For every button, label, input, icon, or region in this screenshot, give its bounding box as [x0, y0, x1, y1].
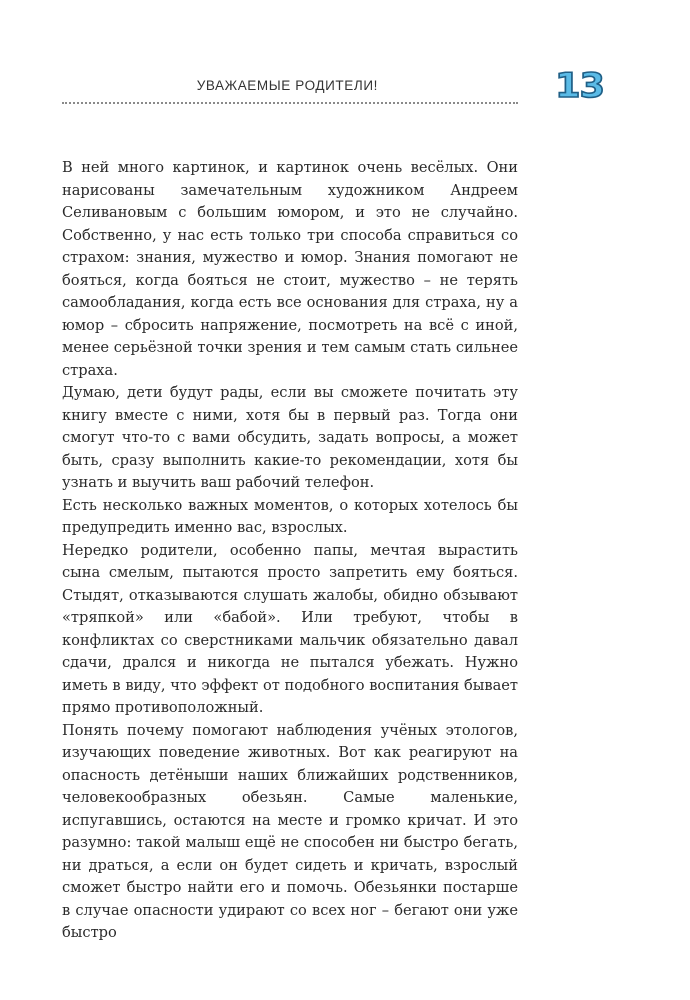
paragraph: Есть несколько важных моментов, о которых хотелось бы предупредить именно вас, взрослых. — [62, 496, 518, 536]
paragraph: В ней много картинок, и картинок очень весёлых. Они нарисованы замечательным художником Андреем Селивановым с большим юмором, и это не случайно. Собственно, у нас есть только три способа справиться со страхом: знания, мужество и юмор. Знания помогают не бояться, когда бояться не стоит, мужество – не терять самообладания, когда есть все основания для страха, ну а юмор – сбросить напряжение, посмотреть на всё с иной, менее серьёзной точки зрения и тем самым стать сильнее страха. — [62, 159, 518, 379]
page-number: 13 — [555, 66, 604, 106]
body-text — [62, 157, 518, 945]
running-title: УВАЖАЕМЫЕ РОДИТЕЛИ! — [196, 78, 378, 93]
paragraph: Понять почему помогают наблюдения учёных этологов, изучающих поведение животных. Вот как реагируют на опасность детёныши наших ближайших родственников, человекообразных обезьян. Самые маленькие, испугавшись, остаются на месте и громко кричат. И это разумно: такой малыш ещё не способен ни быстро бегать, ни драться, а если он будет сидеть и кричать, взрослый сможет быстро найти его и помочь. Обезьянки постарше в случае опасности удирают со всех ног – бегают они уже быстро — [62, 721, 518, 941]
running-head — [62, 78, 518, 104]
paragraph: Думаю, дети будут рады, если вы сможете почитать эту книгу вместе с ними, хотя бы в первый раз. Тогда они смогут что-то с вами обсудить, задать вопросы, а может быть, сразу выполнить какие-то рекомендации, хотя бы узнать и выучить ваш рабочий телефон. — [62, 384, 518, 491]
paragraph: Нередко родители, особенно папы, мечтая вырастить сына смелым, пытаются просто запретить ему бояться. Стыдят, отказываются слушать жалобы, обидно обзывают «тряпкой» или «бабой». Или требуют, чтобы в конфликтах со сверстниками мальчик обязательно давал сдачи, дрался и никогда не пытался убежать. Нужно иметь в виду, что эффект от подобного воспитания бывает прямо противоположный. — [62, 541, 518, 716]
